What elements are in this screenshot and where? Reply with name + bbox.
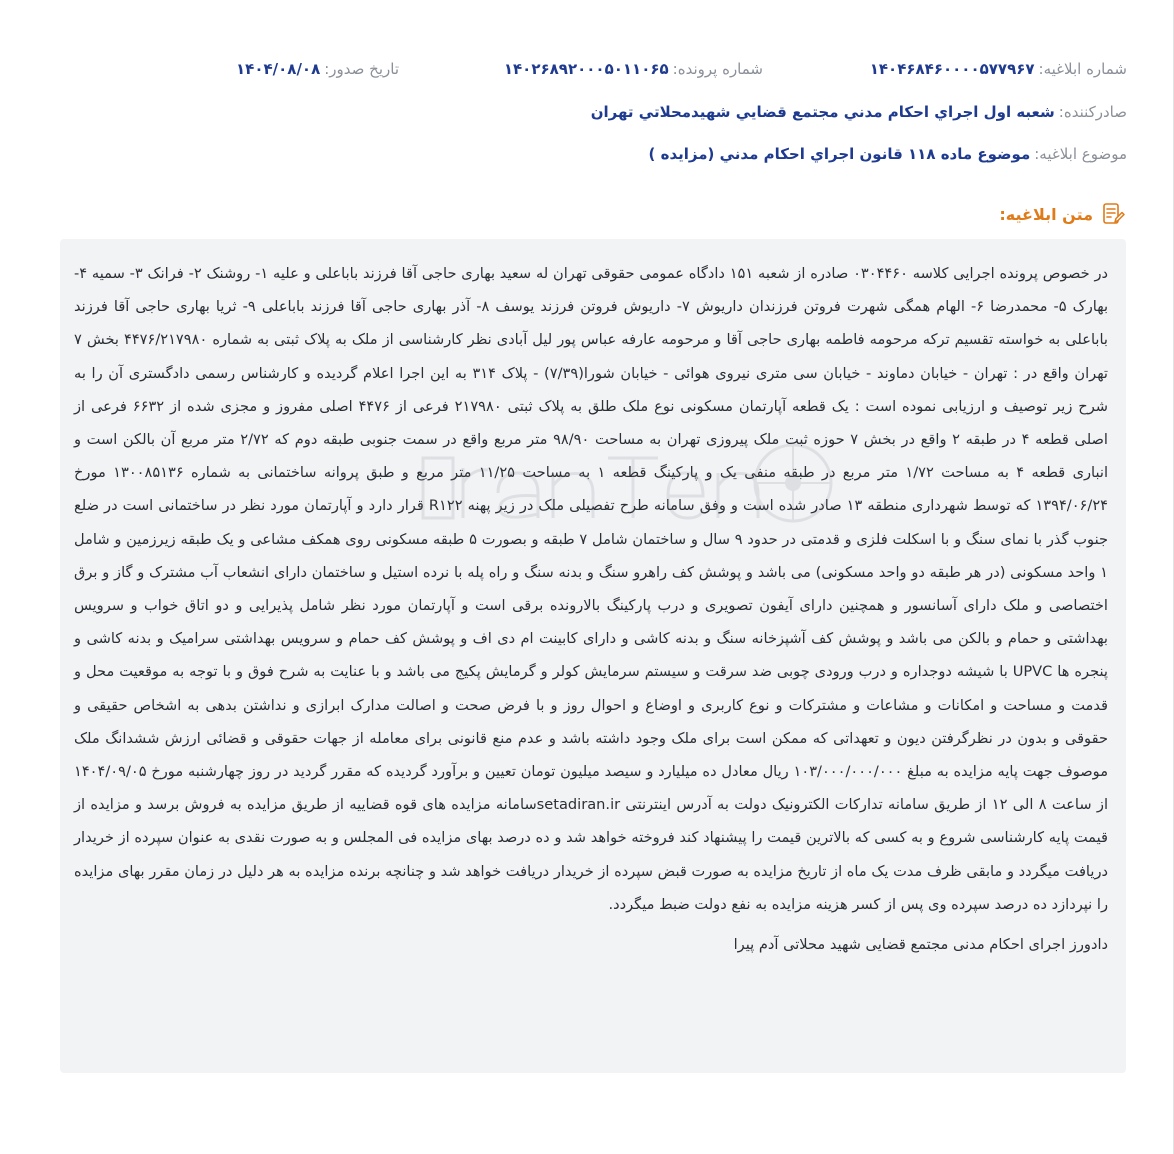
- notice-heading-label: متن ابلاغیه:: [999, 204, 1093, 224]
- meta-row-issuer: [60, 101, 1127, 123]
- document-edit-icon: [1101, 202, 1125, 226]
- issuer-value: شعبه اول اجراي احکام مدني مجتمع قضايي شهيدمحلاتي تهران: [590, 103, 1055, 121]
- case-number-label: شماره پرونده:: [672, 60, 763, 78]
- subject-label: موضوع ابلاغیه:: [1034, 145, 1127, 163]
- case-number: [504, 58, 763, 80]
- notice-text-box: [60, 239, 1126, 1073]
- notice-number-label: شماره ابلاغیه:: [1038, 60, 1127, 78]
- notice-body: در خصوص پرونده اجرایی کلاسه ۰۳۰۴۴۶۰ صادره از شعبه ۱۵۱ دادگاه عمومی حقوقی تهران له سعید بهاری حاجی آقا فرزند بابا‌علی و علیه ۱- روشنک ۲- فرانک ۳- سمیه ۴- بهارک ۵- محمدرضا ۶- الهام همگی شهرت فروتن فرزندان داریوش ۷- داریوش فروتن فرزند یوسف ۸- آذر بهاری حاجی آقا فرزند باباعلی ۹- ثریا بهاری حاجی آقا فرزند باباعلی به خواسته تقسیم ترکه مرحومه فاطمه بهاری حاجی آقا و مرحومه عارفه عباس پور لیل آبادی نظر کارشناسی از ملک به پلاک ثبتی به شماره ۴۴۷۶/۲۱۷۹۸۰ بخش ۷ تهران واقع در : تهران - خیابان دماوند - خیابان سی متری نیروی هوائی - خیابان شورا(۷/۳۹) - پلاک ۳۱۴ به این اجرا اعلام گردیده و کارشناس رسمی دادگستری آن را به شرح زیر توصیف و ارزیابی نموده است : یک قطعه آپارتمان مسکونی نوع ملک طلق به پلاک ثبتی ۲۱۷۹۸۰ فرعی از ۴۴۷۶ اصلی مفروز و مجزی شده از ۶۶۳۲ فرعی از اصلی قطعه ۴ در طبقه ۲ واقع در بخش ۷ حوزه ثبت ملک پیروزی تهران به مساحت ۹۸/۹۰ متر مربع واقع در سمت جنوبی طبقه دوم که ۲/۷۲ متر مربع آن بالکن است و انباری قطعه ۴ به مساحت ۱/۷۲ متر مربع در طبقه منفی یک و پارکینگ قطعه ۱ به مساحت ۱۱/۲۵ متر مربع و طبق پروانه ساختمانی به شماره ۱۳۰۰۸۵۱۳۶ مورخ ۱۳۹۴/۰۶/۲۴ که توسط شهرداری منطقه ۱۳ صادر شده است و وفق سامانه طرح تفصیلی ملک در زیر پهنه R۱۲۲ قرار دارد و آپارتمان مورد نظر در ساختمانی است در ضلع جنوب گذر با نمای سنگ و با اسکلت فلزی و قدمتی در حدود ۹ سال و ساختمان شامل ۷ طبقه و بصورت ۵ طبقه مسکونی روی همکف مشاعی و یک طبقه زیرزمین و شامل ۱ واحد مسکونی (در هر طبقه دو واحد مسکونی) می باشد و پوشش کف راهرو سنگ و بدنه سنگ و راه پله با نرده استیل و ساختمان دارای انشعاب آب مشترک و گاز و برق اختصاصی و ملک دارای آسانسور و همچنین دارای آیفون تصویری و درب پارکینگ بالارونده برقی است و آپارتمان مورد نظر شامل پذیرایی و دو اتاق خواب و سرویس بهداشتی و حمام و بالکن می باشد و پوشش کف آشپزخانه سنگ و بدنه کاشی و دارای کابینت ام دی اف و پوشش کف حمام و سرویس بهداشتی سرامیک و بدنه کاشی و پنجره ها UPVC با شیشه دوجداره و درب ورودی چوبی ضد سرقت و سیستم سرمایش کولر و گرمایش پکیج می باشد و با عنایت به شرح فوق و با توجه به موقعیت محل و قدمت و مساحت و امکانات و مشاعات و مشترکات و نوع کاربری و اوضاع و احوال روز و با فرض صحت و اصالت مدارک ابرازی و نداشتن بدهی به اشخاص حقیقی و حقوقی و بدون در نظرگرفتن دیون و تعهداتی که ممکن است برای ملک وجود داشته باشد و عدم منع قانونی برای معامله از جهات حقوقی و قضائی ارزش ششدانگ ملک موصوف جهت پایه مزایده به مبلغ ۱۰۳/۰۰۰/۰۰۰/۰۰۰ ریال معادل ده میلیارد و سیصد میلیون تومان تعیین و برآورد گردیده که مقرر گردید در روز چهارشنبه مورخ ۱۴۰۴/۰۹/۰۵ از ساعت ۸ الی ۱۲ از طریق سامانه تدارکات الکترونیک دولت به آدرس اینترنتی setadiran.irسامانه مزایده های قوه قضاییه از طریق مزایده به فروش برسد و مزایده از قیمت پایه کارشناسی شروع و به کسی که بالاترین قیمت را پیشنهاد کند فروخته خواهد شد و ده درصد بهای مزایده فی المجلس و به صورت نقدی به عنوان سپرده از خریدار دریافت میگردد و مابقی ظرف مدت یک ماه از تاریخ مزایده به صورت قبض سپرده از خریدار دریافت خواهد شد و چنانچه برنده مزایده به هر دلیل در زمان مقرر بهای مزایده را نپردازد ده درصد سپرده وی پس از کسر هزینه مزایده به نفع دولت ضبط میگردد.: [74, 265, 1109, 913]
- meta-row-numbers: [60, 58, 1127, 80]
- subject-value: موضوع ماده ۱۱۸ قانون اجراي احکام مدني (مزايده ): [648, 145, 1031, 163]
- notice-number-value: ۱۴۰۴۶۸۴۶۰۰۰۰۵۷۷۹۶۷: [869, 60, 1035, 78]
- meta-row-subject: [60, 143, 1127, 165]
- issuer-label: صادرکننده:: [1058, 103, 1127, 121]
- issue-date-value: ۱۴۰۴/۰۸/۰۸: [236, 60, 321, 78]
- case-number-value: ۱۴۰۲۶۸۹۲۰۰۰۵۰۱۱۰۶۵: [503, 60, 669, 78]
- notice-heading: [999, 202, 1125, 226]
- issue-date-label: تاریخ صدور:: [324, 60, 399, 78]
- notice-number: [870, 58, 1127, 80]
- notice-signature: دادورز اجرای احکام مدنی مجتمع قضایی شهید محلاتی آدم پیرا: [733, 936, 1108, 954]
- issue-date: [236, 58, 399, 80]
